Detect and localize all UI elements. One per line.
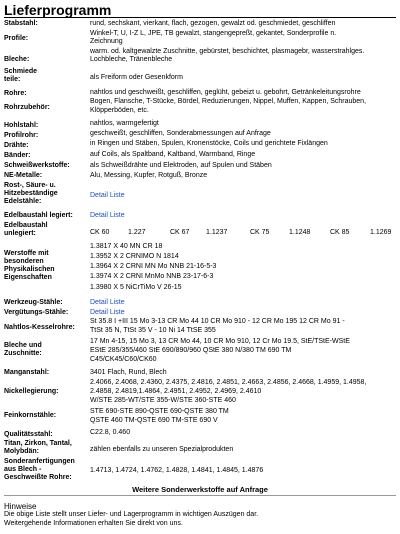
label-draehte: Drähte:: [4, 142, 29, 149]
value-rohrzubehoer-1: Bogen, Flansche, T-Stücke, Bördel, Reduzierungen, Nippel, Muffen, Kappen, Schrauben,: [90, 98, 367, 105]
value-ne-metalle: Alu, Messing, Kupfer, Rotguß, Bronze: [90, 172, 208, 179]
special-materials-banner: Weitere Sonderwerkstoffe auf Anfrage: [132, 485, 268, 494]
value-werkstoffe: 1.3952 X 2 CRNIMO N 1814: [90, 253, 179, 260]
hint-line: Weitergehende Informationen erhalten Sie direkt von uns.: [4, 520, 183, 527]
link-werkzeugstaehle-detail[interactable]: Detail Liste: [90, 299, 125, 306]
value-profile-2: Zeichnung: [90, 38, 123, 45]
label-verguetungsstaehle: Vergütungs-Stähle:: [4, 309, 69, 316]
cell-edelbaustahl-unlegiert: CK 60: [90, 229, 110, 236]
label-profilrohr: Profilrohr:: [4, 132, 39, 139]
value-nickellegierung: 2.4066, 2.4068, 2.4360, 2.4375, 2.4816, 2.4851, 2.4663, 2.4856, 2.4668, 1.4959, 1.4958,: [90, 379, 367, 386]
label-werkstoffe: Werstoffe mit besonderen Physikalischen Eigenschaften: [4, 250, 55, 281]
label-edelbaustahl-legiert: Edelbaustahl legiert:: [4, 212, 73, 219]
value-feinkornstaehle: QSTE 460 TM-QSTE 690 TM-STE 690 V: [90, 417, 218, 424]
label-edelbaustahl-unlegiert: Edelbaustahl unlegiert:: [4, 222, 48, 237]
page-title: Lieferprogramm: [4, 2, 112, 18]
label-kesselrohre: Nahtlos-Kesselrohre:: [4, 324, 75, 331]
label-manganstahl: Manganstahl:: [4, 369, 50, 376]
value-bleche-2: Lochbleche, Tränenbleche: [90, 56, 173, 63]
value-hohlstahl: nahtlos, warmgefertigt: [90, 120, 159, 127]
cell-edelbaustahl-unlegiert: 1.227: [128, 229, 146, 236]
link-edelbaustahl-legiert-detail[interactable]: Detail Liste: [90, 212, 125, 219]
value-nickellegierung: W/STE 285-WT/STE 355-W/STE 360-STE 460: [90, 397, 236, 404]
value-profile-1: Winkel-T, U, I-Z L, JPE, TB gewalzt, stangengepreßt, gekantet, Sonderprofile n.: [90, 30, 337, 37]
link-verguetungsstaehle-detail[interactable]: Detail Liste: [90, 309, 125, 316]
label-bleche-zuschnitte: Bleche und Zuschnitte:: [4, 342, 42, 357]
value-baender: auf Coils, als Spaltband, Kaltband, Warmband, Ringe: [90, 151, 256, 158]
value-draehte: in Ringen und Stäben, Spulen, Kronenstöcke, Coils und gerichtete Fixlängen: [90, 140, 328, 147]
label-sonderanfertigungen: Sonderanfertigungen aus Blech - Geschweißte Rohre:: [4, 458, 75, 481]
value-rohrzubehoer-2: Klöpperböden, etc.: [90, 107, 149, 114]
value-bleche-zuschnitte: EStE 285/355/460 StE 690/890/960 QStE 380 N/380 TM 690 TM: [90, 347, 292, 354]
label-werkzeugstaehle: Werkzeug-Stähle:: [4, 299, 63, 306]
title-divider: [4, 17, 396, 18]
cell-edelbaustahl-unlegiert: 1.1269: [370, 229, 392, 236]
value-bleche-1: warm. od. kaltgewalzte Zuschnitte, gebürstet, beschichtet, plasmagebr, wasserstrahlges.: [90, 48, 365, 55]
link-rost-saeure-detail[interactable]: Detail Liste: [90, 192, 125, 199]
value-werkstoffe: 1.3974 X 2 CRNI MnMo NNB 23-17-6-3: [90, 273, 214, 280]
value-feinkornstaehle: STE 690-STE 890-QSTE 690-QSTE 380 TM: [90, 408, 229, 415]
label-qualitaetsstahl: Qualitätsstahl:: [4, 431, 53, 438]
value-kesselrohre: TtSt 35 N, TtSt 35 V - 10 Ni 14 TtSE 355: [90, 327, 216, 334]
value-sonderanfertigungen: 1.4713, 1.4724, 1.4762, 1.4828, 1.4841, 1.4845, 1.4876: [90, 467, 264, 474]
cell-edelbaustahl-unlegiert: 1.1248: [289, 229, 311, 236]
hint-line: Die obige Liste stellt unser Liefer- und Lagerprogramm in wichtigen Auszügen dar.: [4, 511, 259, 518]
value-werkstoffe: 1.3964 X 2 CRNI MN Mo NNB 21-16-5-3: [90, 263, 217, 270]
cell-edelbaustahl-unlegiert: CK 67: [170, 229, 190, 236]
label-ne-metalle: NE-Metalle:: [4, 172, 43, 179]
label-rohre: Rohre:: [4, 90, 27, 97]
value-kesselrohre: St 35.8 I +III 15 Mo 3-13 CR Mo 44 10 CR Mo 910 - 12 CR Mo 195 12 CR Mo 91 -: [90, 318, 345, 325]
label-baender: Bänder:: [4, 152, 31, 159]
value-rohre: nahtlos und geschweißt, geschliffen, geglüht, gebeizt u. gebohrt, Getränkeleitungsrohre: [90, 89, 361, 96]
label-rohrzubehoer: Rohrzubehör:: [4, 104, 50, 111]
label-schmiedeteile: Schmiede teile:: [4, 68, 38, 83]
value-bleche-zuschnitte: 17 Mn 4-15, 15 Mo 3, 13 CR Mo 44, 10 CR Mo 910, 12 Cr Mo 19.5, StE/TStE-WStE: [90, 338, 350, 345]
cell-edelbaustahl-unlegiert: CK 75: [250, 229, 270, 236]
label-schweisswerkstoffe: Schweißwerkstoffe:: [4, 162, 70, 169]
label-feinkornstaehle: Feinkornstähle:: [4, 412, 57, 419]
value-schmiedeteile: als Freiform oder Gesenkform: [90, 74, 183, 81]
cell-edelbaustahl-unlegiert: CK 85: [330, 229, 350, 236]
value-werkstoffe: 1.3817 X 40 MN CR 18: [90, 243, 163, 250]
label-titan: Titan, Zirkon, Tantal, Molybdän:: [4, 440, 72, 455]
value-bleche-zuschnitte: C45/CK45/C60/CK60: [90, 356, 157, 363]
cell-edelbaustahl-unlegiert: 1.1237: [206, 229, 228, 236]
value-qualitaetsstahl: C22.8, 0.460: [90, 429, 131, 436]
value-nickellegierung: 2.4858, 2.4819,1.4864, 2.4951, 2.4952, 2.4969, 2.4610: [90, 388, 262, 395]
label-nickellegierung: Nickellegierung:: [4, 388, 59, 395]
value-werkstoffe: 1.3980 X 5 NiCrTiMo V 26-15: [90, 284, 182, 291]
value-manganstahl: 3401 Flach, Rund, Blech: [90, 369, 167, 376]
label-hohlstahl: Hohlstahl:: [4, 122, 39, 129]
label-profile: Profile:: [4, 35, 29, 42]
label-stabstahl: Stabstahl:: [4, 20, 38, 27]
footer-divider: [4, 495, 396, 496]
hint-title: Hinweise: [4, 502, 37, 511]
value-stabstahl: rund, sechskant, vierkant, flach, gezogen, gewalzt od. geschmiedet, geschliffen: [90, 20, 336, 27]
label-bleche: Bleche:: [4, 56, 30, 63]
value-titan: zählen ebenfalls zu unseren Spezialprodukten: [90, 446, 234, 453]
value-schweisswerkstoffe: als Schweißdrähte und Elektroden, auf Spulen und Stäben: [90, 162, 272, 169]
value-profilrohr: geschweißt, geschliffen, Sonderabmessungen auf Anfrage: [90, 130, 271, 137]
label-rost-saeure: Rost-, Säure- u. Hitzebeständige Edelstähle:: [4, 182, 58, 205]
